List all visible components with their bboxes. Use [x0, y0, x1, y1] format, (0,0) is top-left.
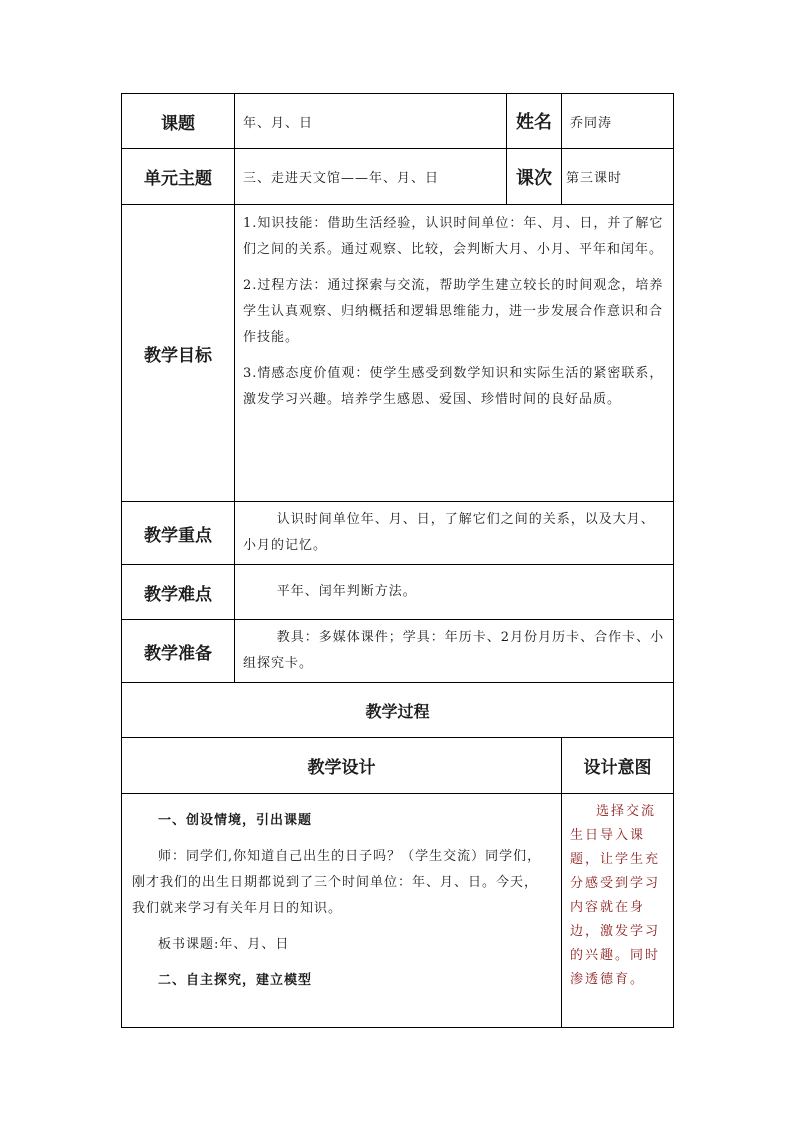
goal-process: 2.过程方法：通过探索与交流，帮助学生建立较长的时间观念，培养学生认真观察、归纳概括和逻辑思维能力，进一步发展合作意识和合作技能。 [243, 278, 664, 345]
preparation-label: 教学准备 [122, 620, 235, 683]
row-unit [122, 149, 674, 205]
preparation-content [235, 620, 674, 683]
lesson-plan-table [121, 93, 674, 1028]
section-1-heading: 一、创设情境，引出课题 [158, 813, 313, 828]
key-point-content [235, 502, 674, 565]
row-process-title [122, 683, 674, 738]
goal-attitude: 3.情感态度价值观：使学生感受到数学知识和实际生活的紧密联系，激发学习兴趣。培养学生感恩、爱国、珍惜时间的良好品质。 [243, 366, 664, 407]
goals-content [235, 205, 674, 502]
unit-value: 三、走进天文馆——年、月、日 [235, 149, 507, 205]
topic-value: 年、月、日 [235, 94, 507, 149]
name-value: 乔同涛 [562, 94, 674, 149]
design-content [122, 794, 562, 1028]
unit-label: 单元主题 [122, 149, 235, 205]
intent-header: 设计意图 [562, 738, 674, 794]
name-label: 姓名 [507, 94, 562, 149]
key-point-label: 教学重点 [122, 502, 235, 565]
design-paragraph-2: 板书课题:年、月、日 [158, 937, 290, 952]
preparation-text: 教具：多媒体课件；学具：年历卡、2月份月历卡、合作卡、小组探究卡。 [243, 630, 665, 671]
intent-content [562, 794, 674, 1028]
row-process-body [122, 794, 674, 1028]
row-difficulty [122, 565, 674, 620]
row-key-point [122, 502, 674, 565]
row-process-headers [122, 738, 674, 794]
row-topic [122, 94, 674, 149]
topic-label: 课题 [122, 94, 235, 149]
goal-knowledge: 1.知识技能：借助生活经验，认识时间单位：年、月、日，并了解它们之间的关系。通过观察、比较，会判断大月、小月、平年和闰年。 [243, 216, 664, 257]
row-goals [122, 205, 674, 502]
difficulty-text: 平年、闰年判断方法。 [276, 584, 417, 599]
key-point-text: 认识时间单位年、月、日，了解它们之间的关系，以及大月、小月的记忆。 [243, 512, 655, 553]
goals-label: 教学目标 [122, 205, 235, 502]
process-title: 教学过程 [122, 683, 674, 738]
lesson-value: 第三课时 [562, 149, 674, 205]
intent-text: 选择交流生日导入课题，让学生充分感受到学习内容就在身边，激发学习的兴趣。同时渗透德育。 [570, 804, 661, 987]
difficulty-content [235, 565, 674, 620]
lesson-label: 课次 [507, 149, 562, 205]
section-2-heading: 二、自主探究，建立模型 [158, 973, 313, 988]
difficulty-label: 教学难点 [122, 565, 235, 620]
design-header: 教学设计 [122, 738, 562, 794]
design-paragraph-1: 师：同学们,你知道自己出生的日子吗？（学生交流）同学们，刚才我们的出生日期都说到了三个时间单位：年、月、日。今天，我们就来学习有关年月日的知识。 [132, 849, 542, 916]
row-preparation [122, 620, 674, 683]
